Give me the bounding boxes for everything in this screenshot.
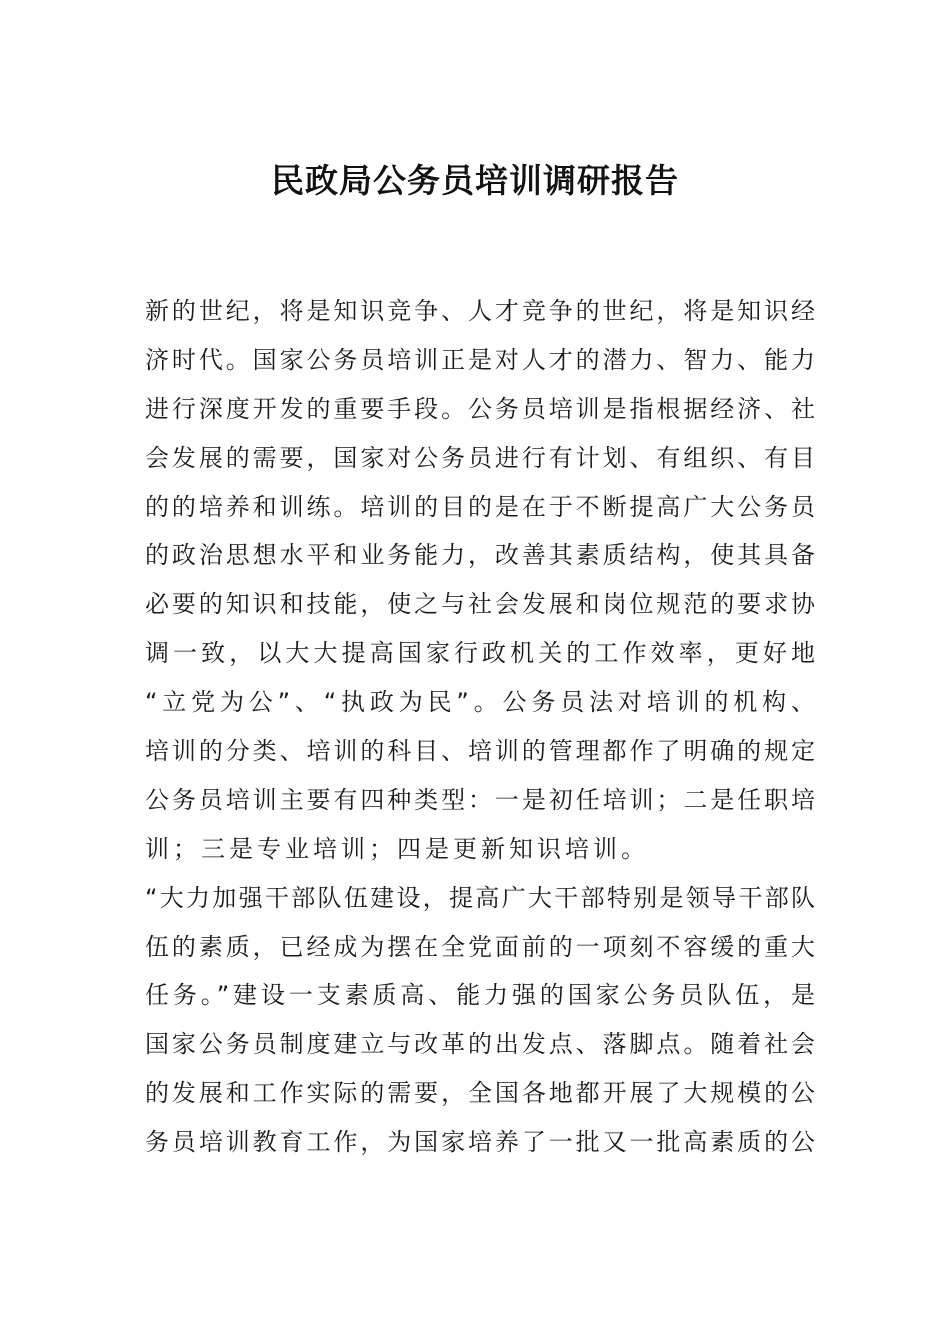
paragraph-line: 的发展和工作实际的需要，全国各地都开展了大规模的公	[145, 1079, 815, 1108]
paragraph-line: 伍的素质，已经成为摆在全党面前的一项刻不容缓的重大	[145, 932, 815, 961]
paragraph-line: 济时代。国家公务员培训正是对人才的潜力、智力、能力	[145, 345, 815, 374]
paragraph-line: 必要的知识和技能，使之与社会发展和岗位规范的要求协	[145, 590, 815, 619]
document-body	[145, 287, 815, 1167]
paragraph-line: 的的培养和训练。培训的目的是在于不断提高广大公务员	[145, 492, 815, 521]
paragraph-line: 新的世纪，将是知识竞争、人才竞争的世纪，将是知识经	[145, 297, 815, 325]
paragraph-1	[145, 287, 815, 874]
paragraph-line: 进行深度开发的重要手段。公务员培训是指根据经济、社	[145, 394, 815, 423]
paragraph-line: 公务员培训主要有四种类型：一是初任培训；二是任职培	[145, 785, 815, 814]
paragraph-line: 会发展的需要，国家对公务员进行有计划、有组织、有目	[145, 443, 815, 472]
paragraph-line: 的政治思想水平和业务能力，改善其素质结构，使其具备	[145, 541, 815, 570]
paragraph-line: 培训的分类、培训的科目、培训的管理都作了明确的规定	[145, 737, 815, 766]
paragraph-line: 任务。”建设一支素质高、能力强的国家公务员队伍，是	[145, 981, 815, 1010]
paragraph-line: 务员培训教育工作，为国家培养了一批又一批高素质的公	[145, 1128, 815, 1157]
paragraph-line: 训；三是专业培训；四是更新知识培训。	[145, 834, 649, 863]
paragraph-line: “立党为公”、“执政为民”。公务员法对培训的机构、	[145, 688, 815, 717]
document-title: 民政局公务员培训调研报告	[271, 161, 679, 200]
paragraph-line: 国家公务员制度建立与改革的出发点、落脚点。随着社会	[145, 1030, 815, 1059]
paragraph-2	[145, 874, 815, 1167]
paragraph-line: “大力加强干部队伍建设，提高广大干部特别是领导干部队	[145, 883, 815, 912]
paragraph-line: 调一致，以大大提高国家行政机关的工作效率，更好地	[145, 639, 815, 668]
